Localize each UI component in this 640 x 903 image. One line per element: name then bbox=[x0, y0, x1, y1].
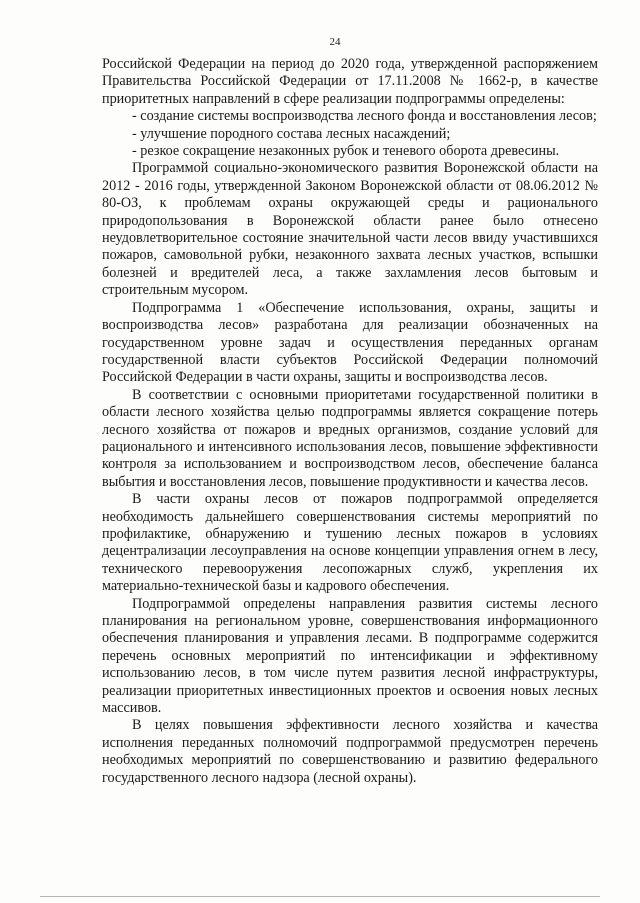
list-item-dash: - резкое сокращение незаконных рубок и теневого оборота древесины. bbox=[132, 143, 560, 160]
list-item-dash: - создание системы воспроизводства лесного фонда и восстановления лесов; bbox=[132, 108, 597, 125]
list-item-dash: - улучшение породного состава лесных насаждений; bbox=[132, 125, 451, 142]
paragraph: В части охраны лесов от пожаров подпрограммой определяется необходимость дальнейшего совершенствования системы мероприятий по профилактике, обнаружению и тушению лесных пожаров в условиях децентрализации лесоуправления на основе концепции управления огнем в лесу, технического перевооружения лесопожарных служб, укрепления их материально-технической базы и кадрового обеспечения. bbox=[102, 491, 598, 595]
paragraph: Подпрограмма 1 «Обеспечение использования, охраны, защиты и воспроизводства лесов» разработана для реализации обозначенных на государственном уровне задач и осуществления переданных органам государственной власти субъектов Российской Федерации полномочий Российской Федерации в части охраны, защиты и воспроизводства лесов. bbox=[102, 299, 598, 386]
paragraph: Программой социально-экономического развития Воронежской области на 2012 - 2016 годы, утвержденной Законом Воронежской области от 08.06.2012 № 80-ОЗ, к проблемам охраны окружающей среды и рационального природопользования в Воронежской области ранее было отнесено неудовлетворительное состояние значительной части лесов ввиду участившихся пожаров, самовольной рубки, незаконного захвата лесных участков, вспышки болезней и вредителей леса, а также захламления лесов бытовым и строительным мусором. bbox=[102, 160, 598, 299]
page-number: 24 bbox=[329, 36, 341, 48]
paragraph: Подпрограммой определены направления развития системы лесного планирования на региональном уровне, совершенствования информационного обеспечения планирования и управления лесами. В подпрограмме содержится перечень основных мероприятий по интенсификации и эффективному использованию лесов, в том числе путем развития лесной инфраструктуры, реализации приоритетных инвестиционных проектов и освоения новых лесных массивов. bbox=[102, 595, 598, 717]
paragraph-continuation: Российской Федерации на период до 2020 года, утвержденной распоряжением Правительства Российской Федерации от 17.11.2008 № 1662-р, в качестве приоритетных направлений в сфере реализации подпрограммы определены: bbox=[102, 56, 598, 107]
paragraph: В целях повышения эффективности лесного хозяйства и качества исполнения переданных полномочий подпрограммой предусмотрен перечень необходимых мероприятий по совершенствованию и развитию федерального государственного лесного надзора (лесной охраны). bbox=[102, 717, 598, 786]
paragraph: В соответствии с основными приоритетами государственной политики в области лесного хозяйства целью подпрограммы является сокращение потерь лесного хозяйства от пожаров и вредных организмов, создание условий для рационального и интенсивного использования лесов, повышение эффективности контроля за использованием и воспроизводством лесов, обеспечение баланса выбытия и восстановления лесов, повышение продуктивности и качества лесов. bbox=[102, 386, 598, 490]
scan-edge-line bbox=[40, 896, 600, 897]
document-body bbox=[102, 56, 598, 787]
